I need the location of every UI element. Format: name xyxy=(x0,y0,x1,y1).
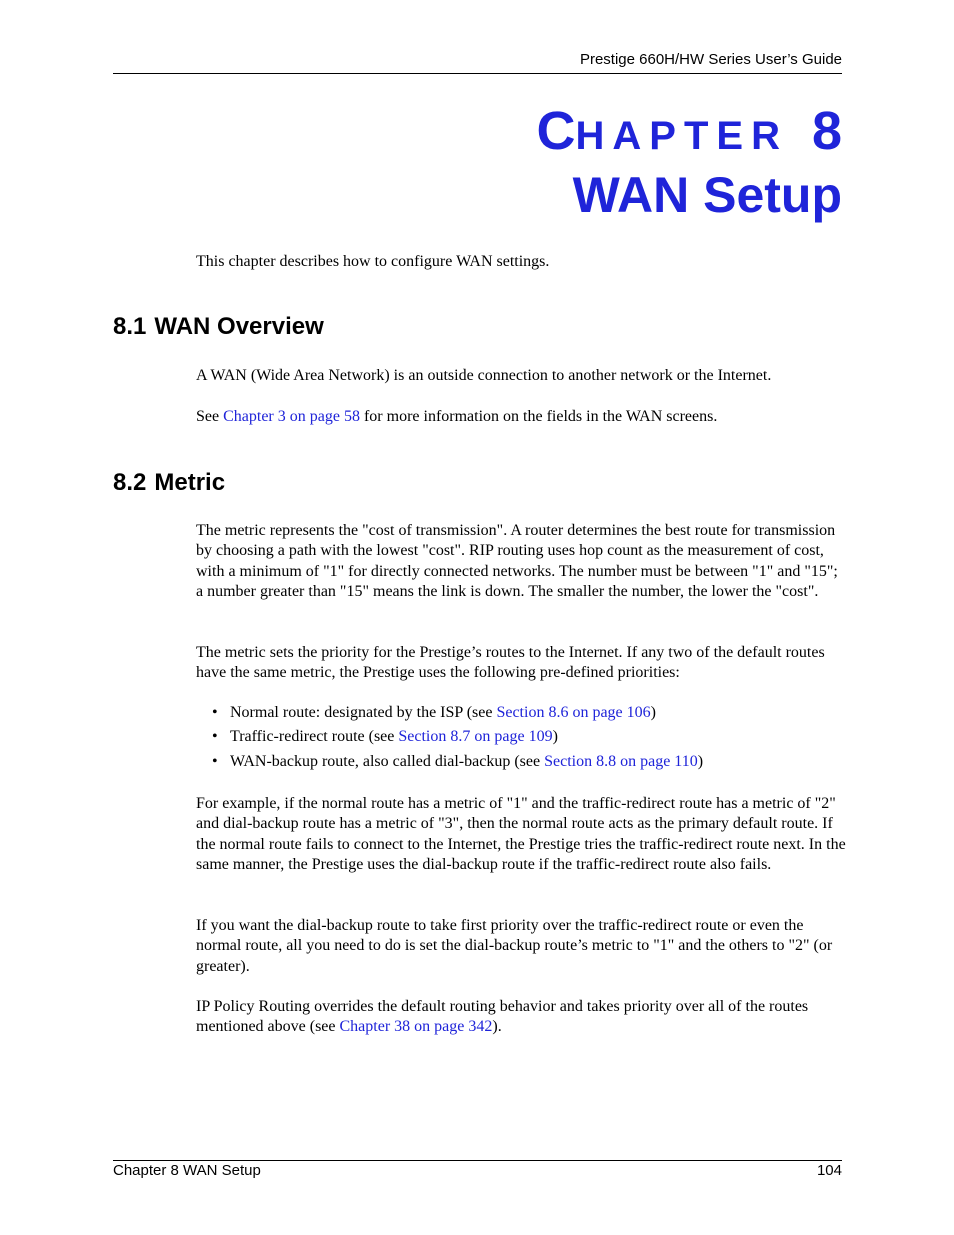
page-number: 104 xyxy=(816,1162,842,1179)
text-run: WAN-backup route, also called dial-backup (see xyxy=(230,752,545,770)
text-run: ). xyxy=(492,1018,502,1036)
text-run: See xyxy=(196,408,224,425)
list-item xyxy=(212,727,703,747)
priority-list xyxy=(212,703,703,776)
text-run: Normal route: designated by the ISP (see xyxy=(230,704,497,721)
text-run: ) xyxy=(650,704,656,721)
section-title: WAN Overview xyxy=(154,313,324,340)
chapter-3-link[interactable]: Chapter 3 on page 58 xyxy=(223,408,360,425)
header-divider xyxy=(113,73,842,74)
bullet-icon: • xyxy=(212,752,218,770)
metric-example-paragraph: For example, if the normal route has a metric of "1" and the traffic-redirect route has a metric of "2" and dial-backup route has a metric of "3", then the normal route acts as the primary default route. If the normal route fails to connect to the Internet, the Prestige tries the traffic-redirect route next. In the same manner, the Prestige uses the dial-backup route if the traffic-redirect route also fails. xyxy=(196,795,846,874)
footer-divider xyxy=(113,1160,842,1161)
bullet-icon: • xyxy=(212,728,218,746)
metric-definition-paragraph: The metric represents the "cost of transmission". A router determines the best route for transmission by choosing a path with the lowest "cost". RIP routing uses hop count as the measurement of cost, with a minimum of "1" for directly connected networks. The number must be between "1" and "15"; a number greater than "15" means the link is down. The smaller the number, the lower the "cost". xyxy=(196,522,838,601)
text-run: ) xyxy=(697,752,704,770)
section-8-7-link[interactable]: Section 8.7 on page 109 xyxy=(398,728,553,746)
chapter-number: 8 xyxy=(811,101,842,161)
section-number: 8.1 xyxy=(113,313,147,340)
wan-screens-reference-paragraph xyxy=(196,407,846,427)
dial-backup-priority-paragraph: If you want the dial-backup route to take first priority over the traffic-redirect route or even the normal route, all you need to do is set the dial-backup route’s metric to "1" and the others to "2" (or greater). xyxy=(196,917,833,975)
section-heading-wan-overview xyxy=(113,313,324,341)
bullet-icon: • xyxy=(212,704,218,721)
chapter-38-link[interactable]: Chapter 38 on page 342 xyxy=(339,1018,493,1036)
section-8-6-link[interactable]: Section 8.6 on page 106 xyxy=(496,704,651,721)
chapter-label xyxy=(537,100,843,162)
chapter-label-cap: C xyxy=(536,101,576,161)
section-title: Metric xyxy=(154,469,226,496)
chapter-title: WAN Setup xyxy=(572,167,842,223)
list-item xyxy=(212,752,703,772)
section-number: 8.2 xyxy=(113,469,147,496)
text-run: ) xyxy=(552,728,558,746)
intro-paragraph: This chapter describes how to configure WAN settings. xyxy=(196,253,550,270)
list-item xyxy=(212,703,703,723)
text-run: for more information on the fields in the WAN screens. xyxy=(359,408,718,425)
section-8-8-link[interactable]: Section 8.8 on page 110 xyxy=(544,752,698,770)
footer-chapter-title: Chapter 8 WAN Setup xyxy=(113,1162,261,1179)
section-heading-metric xyxy=(113,469,225,497)
ip-policy-routing-paragraph xyxy=(196,997,846,1038)
text-run: IP Policy Routing overrides the default routing behavior and takes priority over all of the routes mentioned above (see xyxy=(196,998,809,1036)
metric-priority-paragraph: The metric sets the priority for the Prestige’s routes to the Internet. If any two of the default routes have the same metric, the Prestige uses the following pre-defined priorities: xyxy=(196,644,825,682)
chapter-label-rest: HAPTER xyxy=(575,114,788,158)
wan-overview-paragraph: A WAN (Wide Area Network) is an outside connection to another network or the Internet. xyxy=(196,367,772,384)
running-header: Prestige 660H/HW Series User’s Guide xyxy=(579,51,842,68)
text-run: Traffic-redirect route (see xyxy=(230,728,399,746)
